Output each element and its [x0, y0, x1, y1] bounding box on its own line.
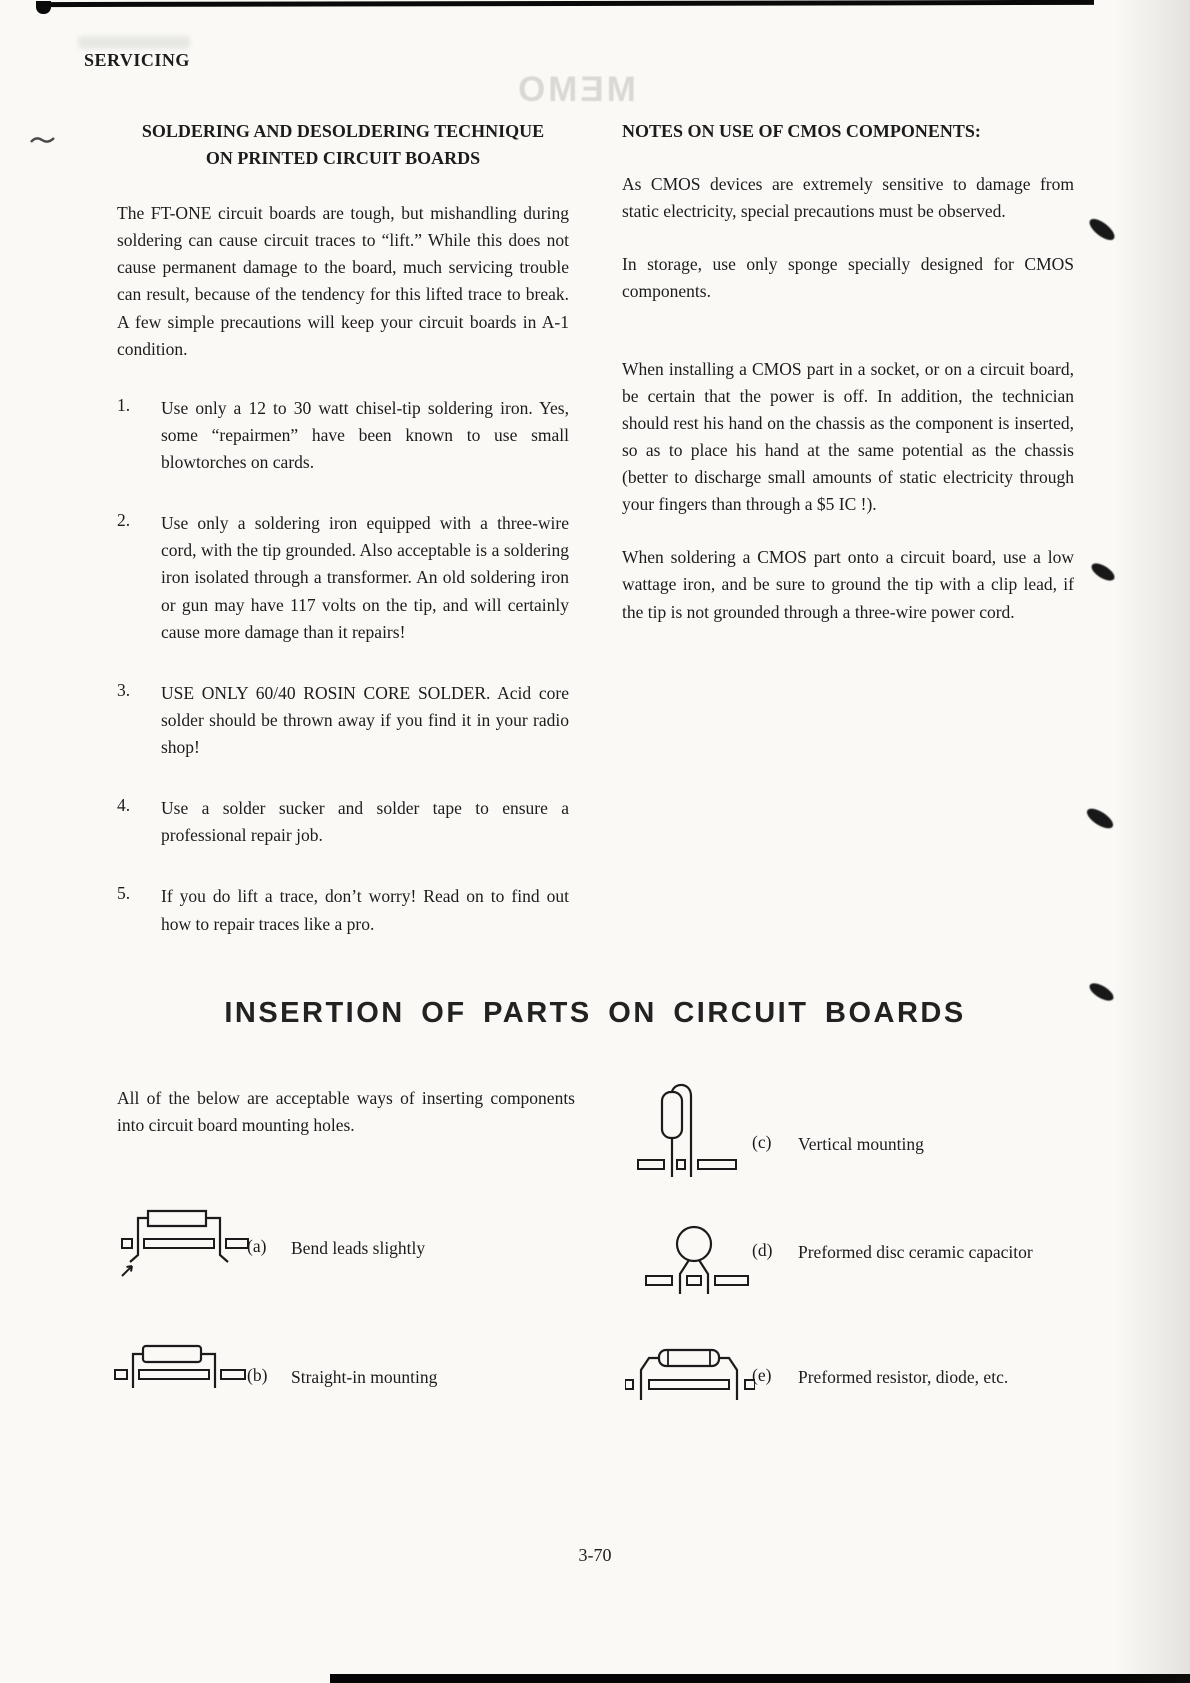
soldering-title-line1: SOLDERING AND DESOLDERING TECHNIQUE [141, 121, 545, 141]
figure-caption-e: Preformed resistor, diode, etc. [798, 1367, 1009, 1387]
list-item [117, 510, 569, 646]
scan-smudge [1084, 805, 1116, 832]
list-item-number: 5. [117, 883, 131, 904]
figure-caption-a: Bend leads slightly [291, 1238, 426, 1258]
soldering-section-title [117, 118, 569, 172]
list-item [117, 883, 569, 937]
cmos-paragraph: In storage, use only sponge specially designed for CMOS components. [622, 254, 1074, 302]
figure-label-b: (b) [247, 1365, 268, 1385]
preformed-resistor-figure-icon [625, 1342, 755, 1412]
list-item-number: 1. [117, 394, 131, 415]
list-item [117, 795, 569, 849]
bleedthrough-ghost-text: MEMO [515, 70, 636, 109]
figure-label-c: (c) [752, 1132, 772, 1152]
cmos-section-title: NOTES ON USE OF CMOS COMPONENTS: [622, 121, 981, 141]
scan-edge-artifact-top [38, 0, 1094, 7]
insertion-section-title: INSERTION OF PARTS ON CIRCUIT BOARDS [224, 997, 966, 1029]
scan-edge-artifact-bottom [330, 1674, 1190, 1683]
scan-smudge [1089, 560, 1117, 584]
straight-in-figure-icon [113, 1340, 248, 1400]
list-item-text: USE ONLY 60/40 ROSIN CORE SOLDER. Acid core solder should be thrown away if you find it in your radio shop! [161, 682, 569, 757]
list-item-text: If you do lift a trace, don’t worry! Read on to find out how to repair traces like a pro. [161, 886, 569, 934]
list-item-number: 2. [117, 510, 131, 531]
cmos-paragraph: When installing a CMOS part in a socket, or on a circuit board, be certain that the power is off. In addition, the technician should rest his hand on the chassis as the component is inserted, so as to place his hand at the same potential as the chassis (better to discharge small amounts of static electricity through your fingers than through a $5 IC !). [622, 358, 1074, 515]
page-number: 3-70 [578, 1545, 612, 1565]
soldering-title-line2: ON PRINTED CIRCUIT BOARDS [205, 148, 481, 168]
figure-caption-d: Preformed disc ceramic capacitor [798, 1242, 1033, 1262]
page-header: SERVICING [84, 50, 190, 70]
list-item-number: 3. [117, 679, 131, 700]
figure-label-d: (d) [752, 1240, 773, 1260]
soldering-precautions-list [117, 395, 569, 938]
list-item [117, 395, 569, 476]
figure-caption-c: Vertical mounting [798, 1134, 924, 1154]
list-item [117, 680, 569, 761]
figure-caption-b: Straight-in mounting [291, 1367, 438, 1387]
list-item-text: Use a solder sucker and solder tape to ensure a professional repair job. [161, 798, 569, 846]
figure-label-a: (a) [247, 1236, 267, 1256]
left-column [117, 118, 569, 972]
list-item-text: Use only a soldering iron equipped with a three-wire cord, with the tip grounded. Also acceptable is a soldering iron isolated through a transformer. An old soldering iron or gun may have 117 volts on the tip, and will certainly cause more damage than it repairs! [161, 513, 569, 642]
list-item-text: Use only a 12 to 30 watt chisel-tip soldering iron. Yes, some “repairmen” have been known to use small blowtorches on cards. [161, 397, 569, 472]
bleedthrough-smudge [78, 36, 190, 49]
disc-capacitor-figure-icon [642, 1224, 752, 1309]
insertion-intro-paragraph: All of the below are acceptable ways of inserting components into circuit board mounting holes. [117, 1088, 575, 1136]
bend-leads-figure-icon [120, 1205, 250, 1280]
figure-label-e: (e) [752, 1365, 772, 1385]
right-column [622, 118, 1074, 626]
vertical-mounting-figure-icon [632, 1082, 742, 1187]
list-item-number: 4. [117, 795, 131, 816]
soldering-intro-paragraph: The FT-ONE circuit boards are tough, but mishandling during soldering can cause circuit traces to “lift.” While this does not cause permanent damage to the board, much servicing trouble can result, because of the tendency for this lifted trace to break. A few simple precautions will keep your circuit boards in A-1 condition. [117, 203, 569, 359]
cmos-paragraph: As CMOS devices are extremely sensitive to damage from static electricity, special precautions must be observed. [622, 174, 1074, 222]
scan-edge-artifact-top-hook [36, 1, 51, 14]
pen-mark-artifact [30, 134, 56, 152]
scan-smudge [1086, 215, 1118, 244]
binding-shadow [1115, 0, 1190, 1683]
cmos-paragraph: When soldering a CMOS part onto a circuit board, use a low wattage iron, and be sure to ground the tip with a clip lead, if the tip is not grounded through a three-wire power cord. [622, 547, 1074, 622]
